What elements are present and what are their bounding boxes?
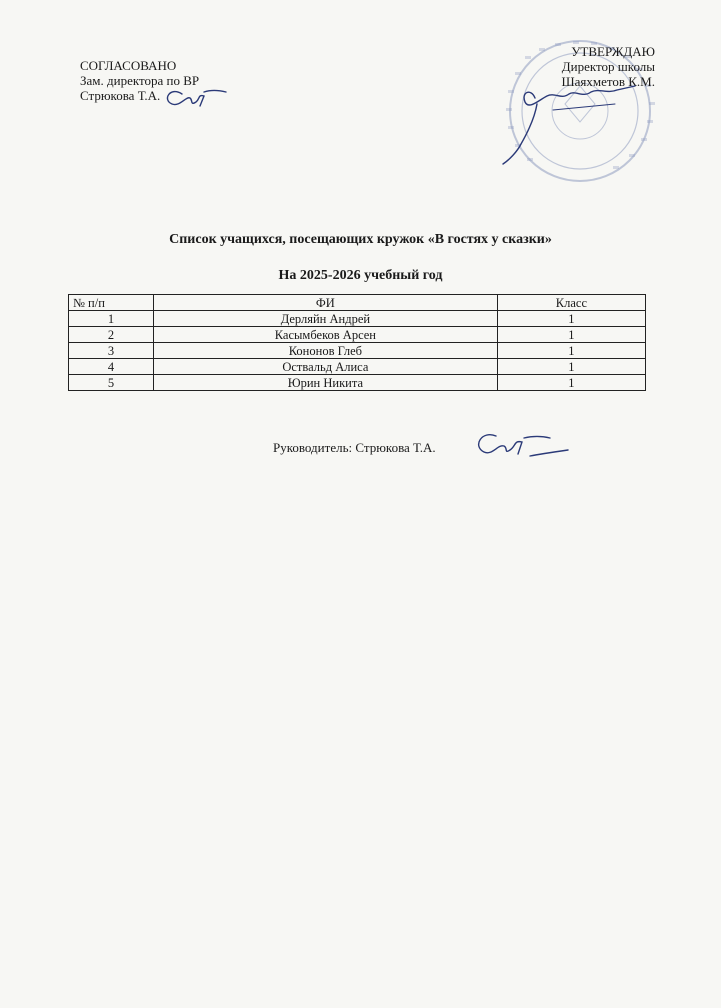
approved-name: Шаяхметов К.М. (561, 74, 655, 89)
table-row (69, 375, 646, 391)
header-number: № п/п (69, 295, 154, 311)
students-table (68, 294, 646, 391)
row-class: 1 (497, 375, 645, 391)
agreed-heading: СОГЛАСОВАНО (80, 58, 177, 73)
approved-heading: УТВЕРЖДАЮ (571, 44, 655, 59)
signature-icon (160, 82, 230, 116)
row-class: 1 (497, 343, 645, 359)
approved-position: Директор школы (561, 59, 655, 74)
agreed-position: Зам. директора по ВР (80, 73, 200, 88)
header-name: ФИ (153, 295, 497, 311)
document-title: Список учащихся, посещающих кружок «В гостях у сказки» (169, 232, 552, 247)
table-row (69, 327, 646, 343)
row-name: Дерляйн Андрей (153, 311, 497, 327)
header-class: Класс (497, 295, 645, 311)
academic-year: На 2025-2026 учебный год (278, 268, 443, 283)
row-name: Касымбеков Арсен (153, 327, 497, 343)
table-row (69, 311, 646, 327)
row-name: Кононов Глеб (153, 343, 497, 359)
row-number: 2 (69, 327, 154, 343)
row-number: 1 (69, 311, 154, 327)
row-number: 3 (69, 343, 154, 359)
agreed-name: Стрюкова Т.А. (80, 88, 161, 103)
row-class: 1 (497, 359, 645, 375)
row-class: 1 (497, 327, 645, 343)
row-number: 5 (69, 375, 154, 391)
leader-line: Руководитель: Стрюкова Т.А. (273, 440, 436, 455)
row-name: Оствальд Алиса (153, 359, 497, 375)
leader-signature-icon (470, 428, 570, 462)
row-name: Юрин Никита (153, 375, 497, 391)
table-row (69, 343, 646, 359)
row-number: 4 (69, 359, 154, 375)
row-class: 1 (497, 311, 645, 327)
table-header-row (69, 295, 646, 311)
director-signature-icon (495, 80, 645, 170)
table-row (69, 359, 646, 375)
